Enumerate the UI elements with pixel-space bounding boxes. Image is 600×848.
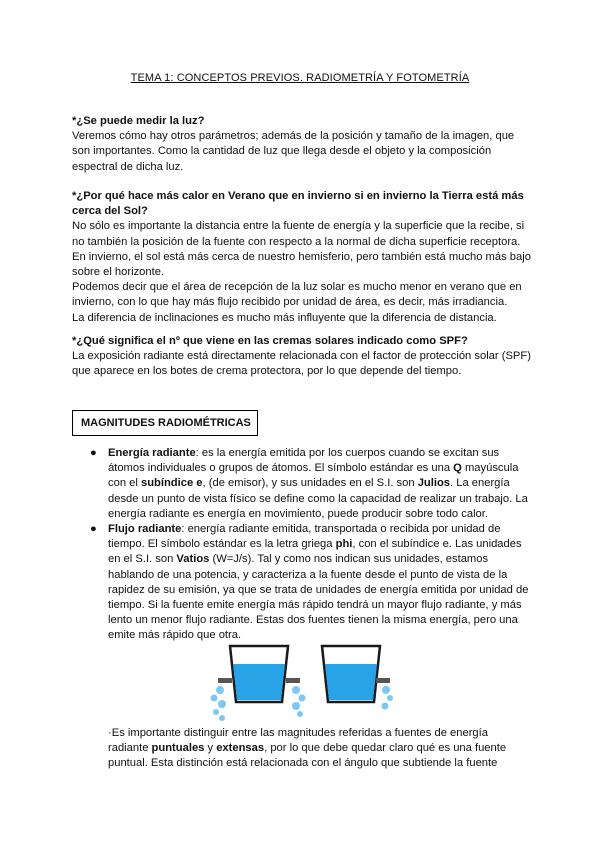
- text-run: (W=J/s). Tal y como nos indican sus unidades, estamos hablando de una potencia, y caracteriza a la fuente desde el punto de vista de la rapidez de su emisión, ya que se trata de unidades de energía emitida por unidad de tiempo. Si la fuente emite energía más rápido tendrá un mayor flujo radiante, y más lento un menor flujo radiante. Estas dos fuentes tienen la misma energía, pero una emite más rápido que otra.: [108, 553, 529, 642]
- paragraph: Podemos decir que el área de recepción de la luz solar es mucho menor en verano que en invierno, con lo que hay más flujo recibido por unidad de área, es decir, más irradiancia.: [72, 281, 522, 309]
- bucket-right: [322, 646, 393, 710]
- section-heading-box: MAGNITUDES RADIOMÉTRICAS: [72, 410, 258, 436]
- text-run: : es la energía emitida por los cuerpos cuando se excitan sus átomos individuales o grupos de átomos. El símbolo estándar es una: [108, 447, 500, 475]
- paragraph: La exposición radiante está directamente relacionada con el factor de protección solar (SPF) que aparece en los botes de crema protectora, por lo que depende del tiempo.: [72, 350, 531, 378]
- section-summer-heat: [72, 189, 532, 326]
- page-title: TEMA 1: CONCEPTOS PREVIOS. RADIOMETRÍA Y FOTOMETRÍA: [130, 72, 470, 84]
- bullet: ●: [90, 447, 97, 459]
- list-item-flujo: [90, 522, 530, 644]
- text-run: , por lo que debe quedar claro qué es una fuente puntual. Esta distinción está relacionada con el ángulo que subtiende la fuente: [108, 742, 507, 770]
- paragraph: La diferencia de inclinaciones es mucho más influyente que la diferencia de distancia.: [72, 311, 497, 324]
- question-heading: *¿Por qué hace más calor en Verano que en invierno si en invierno la Tierra está más cerca del Sol?: [72, 190, 524, 218]
- text-run: , con el subíndice e. Las unidades en el S.I. son: [108, 538, 522, 566]
- paragraph: Veremos cómo hay otros parámetros; además de la posición y tamaño de la imagen, que son importantes. Como la cantidad de luz que llega desde el objeto y la composición espectral de dicha luz.: [72, 130, 515, 173]
- text-run: . La energía desde un punto de vista físico se define como la capacidad de realizar un trabajo. La energía radiante es energía en movimiento, puede producir sobre todo calor.: [108, 477, 528, 520]
- text-run: , (de emisor), y sus unidades en el S.I. son: [202, 477, 418, 490]
- text-run: mayúscula con el: [108, 462, 519, 490]
- closing-paragraph: [108, 726, 528, 772]
- list-item-energia: [90, 446, 530, 522]
- section-spf: [72, 334, 532, 380]
- bucket-left: [211, 646, 306, 721]
- paragraph: En invierno, el sol está más cerca de nuestro hemisferio, pero también está mucho más bajo sobre el horizonte.: [72, 250, 531, 279]
- text-run: : energía radiante emitida, transportada o recibida por unidad de tiempo. El símbolo estándar es la letra griega: [108, 523, 501, 551]
- text-run: y: [204, 742, 217, 755]
- section-measure-light: [72, 114, 532, 175]
- symbol-q: Q: [453, 462, 462, 475]
- term-subindice: subíndice e: [140, 477, 203, 490]
- term-phi: phi: [335, 538, 353, 551]
- term-puntuales: puntuales: [151, 742, 205, 755]
- term-flujo-radiante: Flujo radiante: [108, 523, 182, 536]
- term-energia-radiante: Energía radiante: [108, 447, 196, 459]
- question-heading: *¿Se puede medir la luz?: [72, 115, 205, 127]
- text-run: ·Es importante distinguir entre las magnitudes referidas a fuentes de energía radiante: [108, 727, 488, 755]
- magnitudes-list: [90, 446, 530, 644]
- buckets-illustration: [200, 640, 410, 722]
- term-julios: Julios: [417, 477, 451, 490]
- term-extensas: extensas: [216, 742, 265, 755]
- bullet: ●: [90, 523, 97, 536]
- paragraph: No sólo es importante la distancia entre la fuente de energía y la superficie que la recibe, si no también la posición de la fuente con respecto a la normal de dicha superficie receptora.: [72, 220, 525, 248]
- term-vatios: Vatios: [176, 553, 210, 566]
- question-heading: *¿Qué significa el nº que viene en las cremas solares indicado como SPF?: [72, 335, 468, 347]
